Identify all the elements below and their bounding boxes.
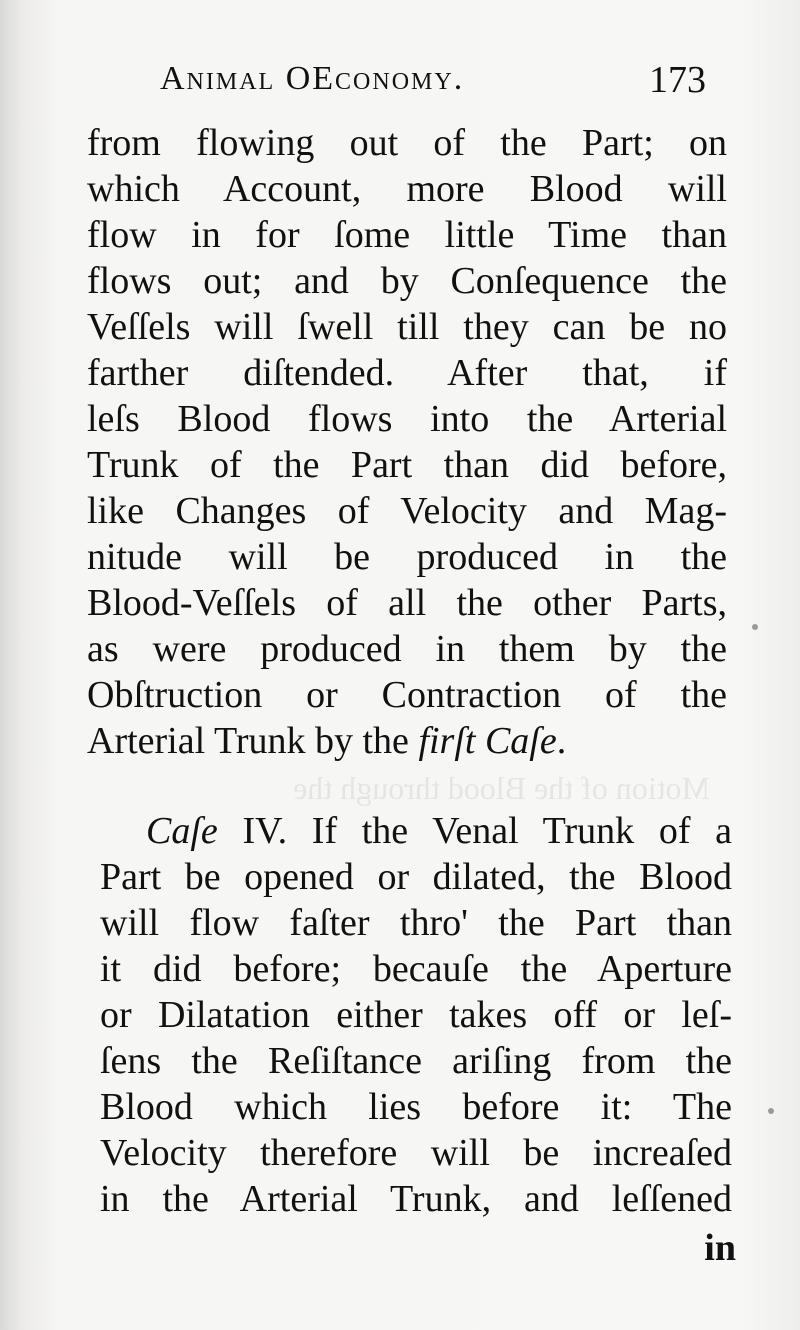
paper-speck — [752, 624, 758, 630]
text-line: Veſſels will ſwell till they can be no — [87, 306, 727, 348]
text-span: IV. If the Venal Trunk of a — [242, 810, 732, 852]
case-label: Caſe — [146, 810, 218, 852]
text-line: Obſtruction or Contraction of the — [87, 674, 727, 716]
text-line: Velocity therefore will be increaſed — [100, 1132, 732, 1174]
bleed-through-text: Motion of the Blood through the — [293, 770, 710, 806]
text-line: leſs Blood flows into the Arterial — [87, 398, 727, 440]
text-line: flows out; and by Conſequence the — [87, 260, 727, 302]
catchword: in — [704, 1227, 736, 1269]
text-line: from flowing out of the Part; on — [87, 122, 727, 164]
text-line: ſens the Reſiſtance ariſing from the — [100, 1040, 732, 1082]
italic-reference: firſt Caſe — [418, 720, 557, 762]
text-line: in the Arterial Trunk, and leſſened — [100, 1178, 732, 1220]
text-line: flow in for ſome little Time than — [87, 214, 727, 256]
text-line: Part be opened or dilated, the Blood — [100, 856, 732, 898]
text-line: as were produced in them by the — [87, 628, 727, 670]
paper-speck — [768, 1108, 774, 1114]
text-line-last — [87, 718, 727, 764]
page-number: 173 — [649, 59, 706, 101]
text-span: . — [556, 720, 567, 762]
text-line: like Changes of Velocity and Mag- — [87, 490, 727, 532]
paragraph-1 — [87, 120, 727, 764]
text-line: will flow faſter thro' the Part than — [100, 902, 732, 944]
text-line: which Account, more Blood will — [87, 168, 727, 210]
page-header — [160, 60, 720, 104]
text-line: Trunk of the Part than did before, — [87, 444, 727, 486]
text-line-first — [100, 808, 732, 854]
text-line: farther diſtended. After that, if — [87, 352, 727, 394]
text-line: or Dilatation either takes off or leſ- — [100, 994, 732, 1036]
text-line: Blood-Veſſels of all the other Parts, — [87, 582, 727, 624]
text-span: Arterial Trunk by the — [87, 720, 409, 762]
text-line: nitude will be produced in the — [87, 536, 727, 578]
text-line: Blood which lies before it: The — [100, 1086, 732, 1128]
text-line: it did before; becauſe the Aperture — [100, 948, 732, 990]
running-head: Animal OEconomy. — [160, 60, 465, 97]
paragraph-2 — [100, 808, 732, 1222]
